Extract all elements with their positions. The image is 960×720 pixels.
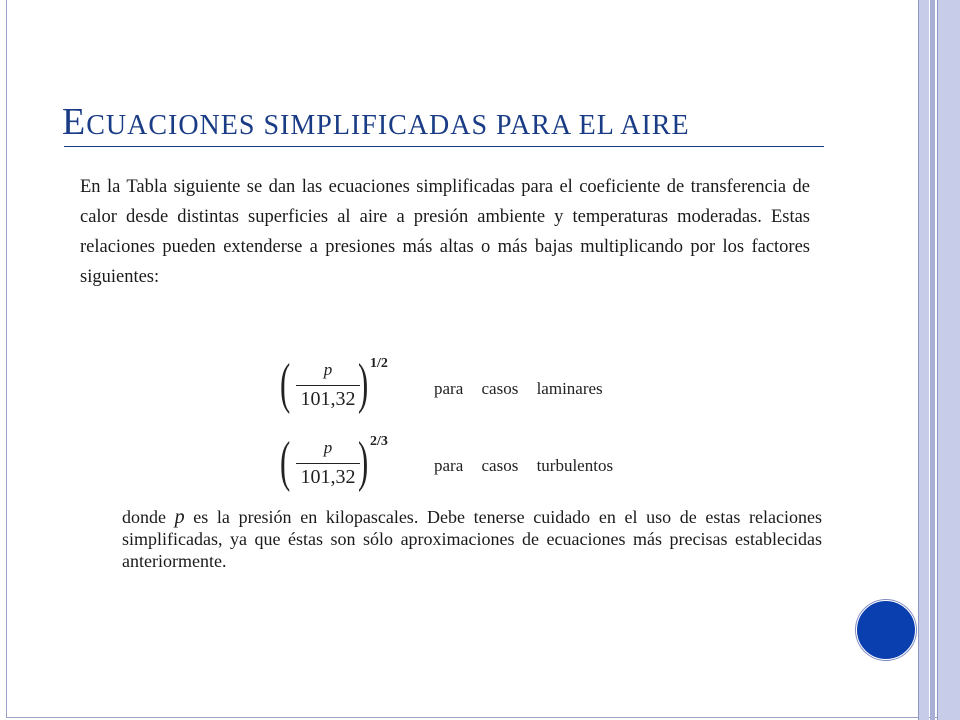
- denominator: 101,32: [300, 388, 356, 410]
- title-rest: CUACIONES SIMPLIFICADAS PARA EL AIRE: [86, 110, 690, 141]
- note-text-start: donde: [122, 507, 175, 527]
- pressure-note: [122, 506, 822, 572]
- side-decoration-bar: [937, 0, 960, 720]
- side-decoration-bar: [930, 0, 935, 720]
- note-variable: p: [174, 506, 185, 528]
- exponent: 2/3: [370, 434, 388, 449]
- intro-paragraph: En la Tabla siguiente se dan las ecuaciones simplificadas para el coeficiente de transferencia de calor desde distintas superficies al aire a presión ambiente y temperaturas moderadas. Estas relaciones pueden extenderse a presiones más altas o más bajas multiplicando por los factores siguientes:: [80, 177, 810, 287]
- right-paren: ): [358, 431, 369, 493]
- turbulent-label: para casos turbulentos: [434, 456, 614, 475]
- exponent: 1/2: [370, 356, 388, 371]
- decorative-circle: [856, 600, 916, 660]
- title-first-letter: E: [62, 101, 87, 143]
- note-text-end: es la presión en kilopascales. Debe tenerse cuidado en el uso de estas relaciones simplificadas, ya que éstas son sólo aproximaciones de ecuaciones más precisas establecidas anteriormente.: [122, 507, 822, 571]
- fraction-bar: [296, 463, 360, 464]
- slide-title: [62, 100, 690, 144]
- numerator: p: [323, 360, 333, 379]
- side-decoration-bar: [918, 0, 929, 720]
- left-paren: (: [280, 353, 291, 415]
- title-underline: [64, 146, 824, 147]
- laminar-label: para casos laminares: [434, 379, 603, 398]
- fraction-bar: [296, 385, 360, 386]
- laminar-factor-formula: [282, 352, 412, 422]
- turbulent-factor-formula: [282, 430, 412, 500]
- correction-factors: [282, 352, 682, 502]
- left-paren: (: [280, 431, 291, 493]
- denominator: 101,32: [300, 466, 356, 488]
- numerator: p: [323, 438, 333, 457]
- right-paren: ): [358, 353, 369, 415]
